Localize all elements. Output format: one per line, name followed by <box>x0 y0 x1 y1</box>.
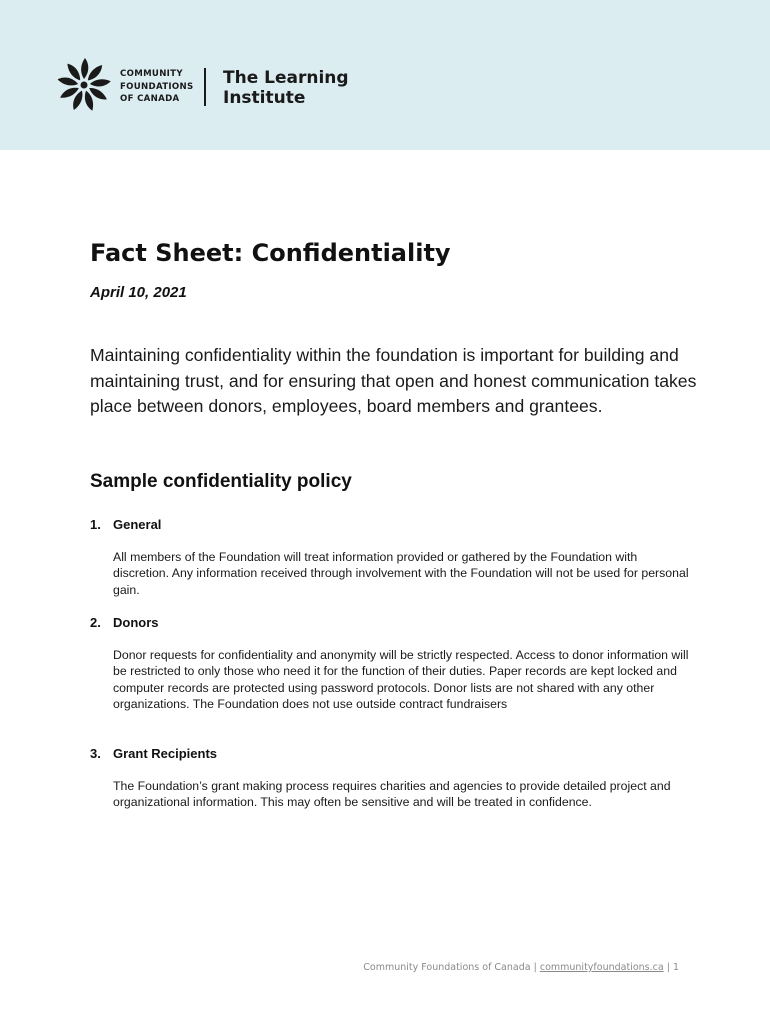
document-date: April 10, 2021 <box>90 284 187 301</box>
policy-item-body: The Foundation’s grant making process requires charities and agencies to provide detailed project and organizational information. This may often be sensitive and will be treated in confidence. <box>113 779 671 810</box>
policy-item-number: 3. <box>90 746 101 761</box>
org-name-line: FOUNDATIONS <box>120 81 194 92</box>
footer-separator: | <box>533 962 537 973</box>
header-band <box>0 0 770 150</box>
policy-item-heading <box>90 746 690 762</box>
page-number: 1 <box>672 962 679 973</box>
institute-name <box>223 68 349 108</box>
policy-item-grant-recipients <box>90 746 690 811</box>
policy-item-title: Grant Recipients <box>113 746 218 761</box>
policy-item-body: All members of the Foundation will treat information provided or gathered by the Foundation with discretion. Any information received through involvement with the Foundation will not be used for personal gain. <box>113 550 689 597</box>
policy-item-title: General <box>113 517 162 532</box>
logo-divider <box>204 68 206 106</box>
policy-item-donors <box>90 615 690 712</box>
footer-org: Community Foundations of Canada <box>363 962 531 973</box>
policy-item-number: 2. <box>90 615 101 630</box>
org-name <box>120 68 194 106</box>
policy-item-body: Donor requests for confidentiality and anonymity will be strictly respected. Access to donor information will be restricted to only those who need it for the function of their duties. Paper records are kept locked and computer records are protected using password protocols. Donor lists are not shared with any other organizations. The Foundation does not use outside contract fundraisers <box>113 648 689 711</box>
policy-item-general <box>90 517 690 598</box>
policy-item-heading <box>90 517 690 533</box>
intro-paragraph: Maintaining confidentiality within the foundation is important for building and maintaining trust, and for ensuring that open and honest communication takes place between donors, employees, board members and grantees. <box>90 345 697 416</box>
page-footer <box>363 962 679 973</box>
policy-item-title: Donors <box>113 615 159 630</box>
section-heading: Sample confidentiality policy <box>90 471 352 492</box>
org-name-line: OF CANADA <box>120 94 180 105</box>
footer-separator: | <box>666 962 670 973</box>
sunburst-leaves-icon <box>56 57 112 113</box>
footer-website-link[interactable]: communityfoundations.ca <box>539 962 664 973</box>
policy-item-number: 1. <box>90 517 101 532</box>
page-title: Fact Sheet: Confidentiality <box>90 239 451 267</box>
institute-line: The Learning <box>223 68 349 88</box>
org-name-line: COMMUNITY <box>120 69 183 79</box>
institute-line: Institute <box>223 88 306 108</box>
policy-item-heading <box>90 615 690 631</box>
